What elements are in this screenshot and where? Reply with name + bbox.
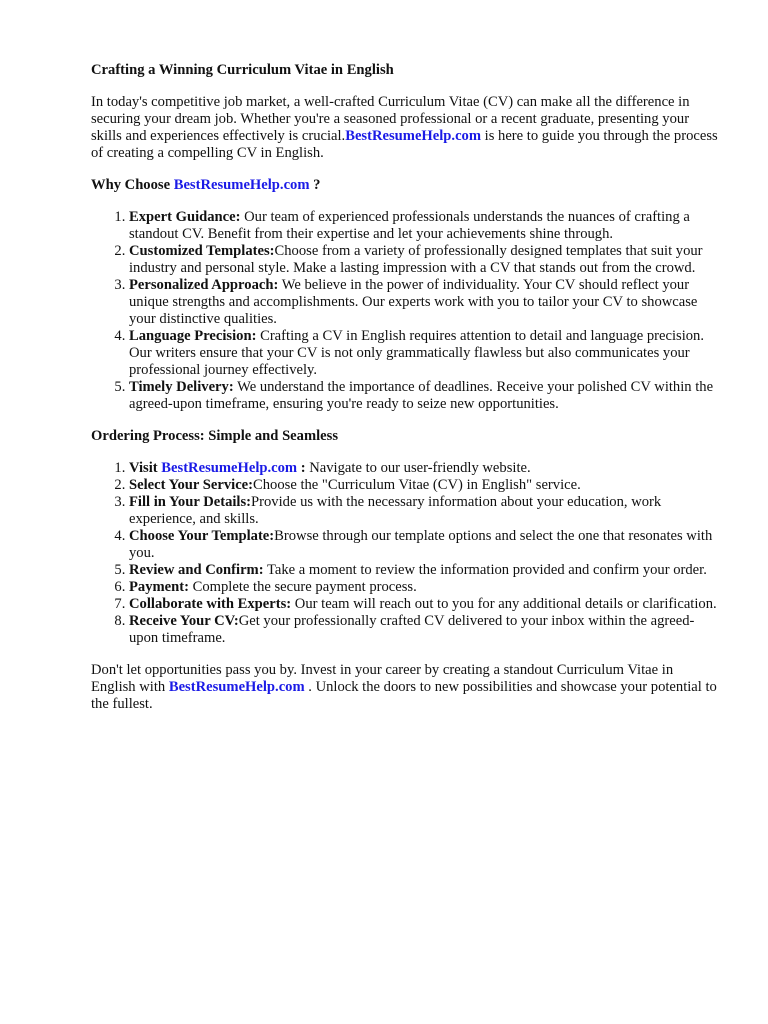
list-item-label: Fill in Your Details:: [129, 494, 252, 510]
intro-link[interactable]: BestResumeHelp.com: [345, 128, 481, 144]
list-item-text: Take a moment to review the information provided and confirm your order.: [263, 562, 707, 578]
visit-link[interactable]: BestResumeHelp.com: [161, 460, 298, 476]
list-item: [129, 562, 721, 579]
list-item: [129, 277, 721, 328]
list-item-label: Customized Templates:: [129, 243, 275, 259]
list-item-label: Payment:: [129, 579, 189, 595]
list-item-text: We believe in the power of individuality. Your CV should reflect your unique strengths and accomplishments. Our experts work with you to tailor your CV to showcase your distinctive qualities.: [129, 277, 698, 327]
ordering-process-list: [91, 460, 721, 647]
list-item: [129, 613, 721, 647]
list-item-label: Expert Guidance:: [129, 209, 241, 225]
list-item-text: Get your professionally crafted CV delivered to your inbox within the agreed-upon timeframe.: [129, 613, 695, 646]
closing-link[interactable]: BestResumeHelp.com: [168, 679, 305, 695]
list-item-text: We understand the importance of deadlines. Receive your polished CV within the agreed-upon timeframe, ensuring you're ready to seize new opportunities.: [129, 379, 714, 412]
list-item-text: Choose the "Curriculum Vitae (CV) in English" service.: [253, 477, 581, 493]
why-heading-link[interactable]: BestResumeHelp.com: [173, 177, 310, 193]
why-choose-heading: [91, 177, 721, 194]
intro-text-before: In today's competitive job market, a well-crafted Curriculum Vitae (CV) can make all the difference in securing your dream job. Whether you're a seasoned professional or a recent graduate, presenting your skills and experiences effectively is crucial.: [91, 94, 690, 144]
closing-text-before: Don't let opportunities pass you by. Invest in your career by creating a standout Curriculum Vitae in English with: [91, 662, 674, 695]
list-item: [129, 209, 721, 243]
list-item-label: Personalized Approach:: [129, 277, 279, 293]
list-item-label: Choose Your Template:: [129, 528, 275, 544]
list-item-text: Browse through our template options and select the one that resonates with you.: [129, 528, 713, 561]
list-item-text: Complete the secure payment process.: [188, 579, 417, 595]
list-item-text: Our team of experienced professionals understands the nuances of crafting a standout CV. Benefit from their expertise and let your achievements shine through.: [129, 209, 690, 242]
list-item: [129, 243, 721, 277]
document-title: Crafting a Winning Curriculum Vitae in English: [91, 62, 394, 78]
list-item-label: Collaborate with Experts:: [129, 596, 292, 612]
why-heading-suffix: ?: [309, 177, 321, 193]
list-item-text: Provide us with the necessary information about your education, work experience, and skills.: [129, 494, 662, 527]
list-item: [129, 379, 721, 413]
list-item: [129, 528, 721, 562]
visit-colon: :: [297, 460, 306, 476]
intro-paragraph: [91, 94, 721, 162]
list-item-text: Choose from a variety of professionally designed templates that suit your industry and personal style. Make a lasting impression with a CV that stands out from the crowd.: [129, 243, 703, 276]
list-item-label: Select Your Service:: [129, 477, 254, 493]
list-item-label: Language Precision:: [129, 328, 257, 344]
intro-text-after: is here to guide you through the process of creating a compelling CV in English.: [91, 128, 718, 161]
list-item: [129, 460, 721, 477]
why-heading-prefix: Why Choose: [91, 177, 174, 193]
list-item: [129, 596, 721, 613]
ordering-process-heading: Ordering Process: Simple and Seamless: [91, 428, 339, 444]
document-page: [91, 62, 721, 713]
list-item-text: Our team will reach out to you for any additional details or clarification.: [291, 596, 717, 612]
list-item: [129, 494, 721, 528]
list-item: [129, 477, 721, 494]
closing-text-after: . Unlock the doors to new possibilities and showcase your potential to the fullest.: [91, 679, 717, 712]
list-item: [129, 328, 721, 379]
list-item-label: Visit: [129, 460, 162, 476]
list-item-text: Navigate to our user-friendly website.: [305, 460, 531, 476]
list-item-text: Crafting a CV in English requires attention to detail and language precision. Our writers ensure that your CV is not only grammatically flawless but also communicates your professional journey effectively.: [129, 328, 705, 378]
why-choose-list: [91, 209, 721, 413]
closing-paragraph: [91, 662, 721, 713]
list-item-label: Review and Confirm:: [129, 562, 264, 578]
list-item-label: Timely Delivery:: [129, 379, 234, 395]
list-item: [129, 579, 721, 596]
list-item-label: Receive Your CV:: [129, 613, 239, 629]
